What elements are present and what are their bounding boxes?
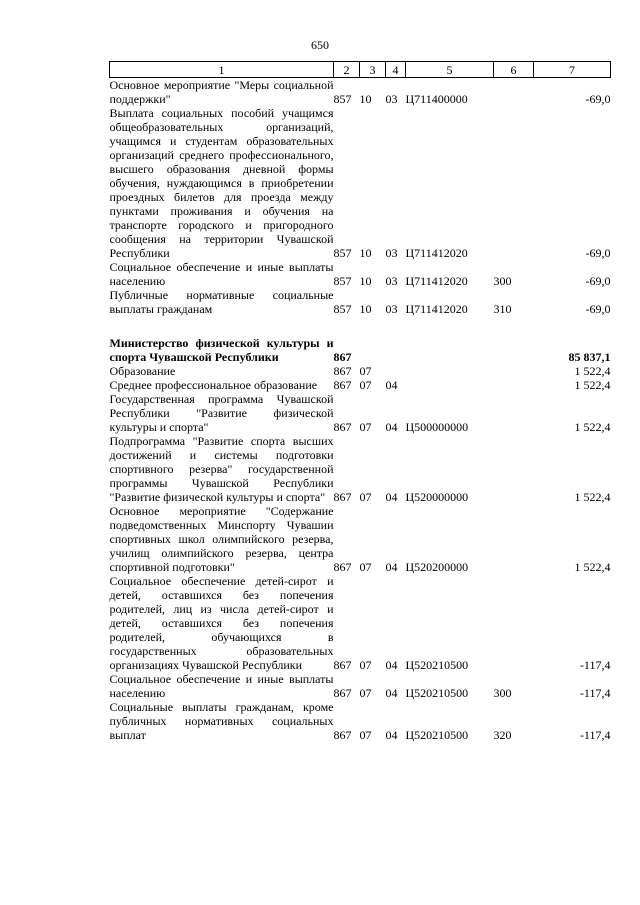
amount-cell: 1 522,4 xyxy=(574,378,611,392)
section-code-cell: 07 xyxy=(359,490,372,504)
row-name-cell: Основное мероприятие "Меры социальной поддержки" xyxy=(109,78,334,106)
expense-type-cell xyxy=(494,434,534,504)
amount-cell: -117,4 xyxy=(579,686,611,700)
table-row xyxy=(110,364,611,378)
ministry-code-cell: 867 xyxy=(333,420,352,434)
column-number-header-row xyxy=(110,62,611,78)
table-row xyxy=(110,288,611,316)
section-code-cell: 07 xyxy=(359,378,372,392)
row-name-cell: Образование xyxy=(109,364,176,378)
subsection-code-cell: 03 xyxy=(385,274,398,288)
row-name-cell: Выплата социальных пособий учащимся общеобразовательных организаций, учащимся и студентам образовательных организаций среднего профессионального, высшего образования дневной формы обучения, нуждающимся в приобретении проездных билетов для проезда между пунктами проживания и обучения на транспорте городского и пригородного сообщения на территории Чувашской Республики xyxy=(109,106,334,260)
subsection-code-cell xyxy=(386,336,406,364)
amount-cell: 85 837,1 xyxy=(568,350,611,364)
amount-cell: -69,0 xyxy=(585,302,611,316)
row-name-cell: Подпрограмма "Развитие спорта высших достижений и системы подготовки спортивного резерва" государственной программы Чувашской Республики "Развитие физической культуры и спорта" xyxy=(109,434,334,504)
expense-type-cell xyxy=(494,504,534,574)
table-row xyxy=(110,336,611,364)
amount-cell: 1 522,4 xyxy=(574,560,611,574)
subsection-code-cell: 04 xyxy=(385,728,398,742)
amount-cell: -69,0 xyxy=(585,246,611,260)
target-article-cell xyxy=(406,364,494,378)
table-row xyxy=(110,700,611,742)
row-name-cell: Основное мероприятие "Содержание подведомственных Минспорту Чувашии спортивных школ олимпийского резерва, училищ олимпийского резерва, центра спортивной подготовки" xyxy=(109,504,334,574)
target-article-cell: Ц711400000 xyxy=(405,92,468,106)
expense-type-cell: 310 xyxy=(493,302,512,316)
column-header: 4 xyxy=(386,62,406,78)
row-name-cell: Социальное обеспечение и иные выплаты населению xyxy=(109,260,334,288)
amount-cell: 1 522,4 xyxy=(574,420,611,434)
subsection-code-cell: 03 xyxy=(385,302,398,316)
expense-type-cell xyxy=(494,106,534,260)
target-article-cell xyxy=(406,378,494,392)
column-header: 2 xyxy=(334,62,360,78)
target-article-cell: Ц711412020 xyxy=(405,246,468,260)
table-body xyxy=(110,78,611,743)
ministry-code-cell: 857 xyxy=(333,302,352,316)
ministry-code-cell: 867 xyxy=(333,658,352,672)
row-name-cell: Среднее профессиональное образование xyxy=(109,378,318,392)
column-header: 5 xyxy=(406,62,494,78)
table-row xyxy=(110,574,611,672)
row-name-cell: Государственная программа Чувашской Республики "Развитие физической культуры и спорта" xyxy=(109,392,334,434)
table-row xyxy=(110,106,611,260)
expense-type-cell: 300 xyxy=(493,274,512,288)
section-code-cell: 07 xyxy=(359,658,372,672)
section-code-cell: 07 xyxy=(359,560,372,574)
ministry-code-cell: 867 xyxy=(333,350,352,364)
expense-type-cell xyxy=(494,574,534,672)
section-code-cell: 10 xyxy=(359,274,372,288)
column-header: 7 xyxy=(534,62,611,78)
spacer-row xyxy=(110,316,611,336)
budget-table xyxy=(109,61,611,742)
section-code-cell: 07 xyxy=(359,728,372,742)
row-name-cell: Социальные выплаты гражданам, кроме публичных нормативных социальных выплат xyxy=(109,700,334,742)
amount-cell: 1 522,4 xyxy=(574,490,611,504)
subsection-code-cell: 04 xyxy=(385,686,398,700)
amount-cell: 1 522,4 xyxy=(574,364,611,378)
section-code-cell: 10 xyxy=(359,246,372,260)
expense-type-cell xyxy=(494,364,534,378)
subsection-code-cell: 04 xyxy=(385,560,398,574)
ministry-code-cell: 867 xyxy=(333,728,352,742)
target-article-cell: Ц520200000 xyxy=(405,560,469,574)
column-header: 3 xyxy=(360,62,386,78)
target-article-cell: Ц711412020 xyxy=(405,274,468,288)
subsection-code-cell: 04 xyxy=(385,420,398,434)
expense-type-cell xyxy=(494,378,534,392)
row-name-cell: Социальное обеспечение детей-сирот и детей, оставшихся без попечения родителей, лиц из числа детей-сирот и детей, оставшихся без попечения родителей, обучающихся в государственных образовательных организациях Чувашской Республики xyxy=(109,574,334,672)
table-row xyxy=(110,672,611,700)
section-code-cell xyxy=(360,336,386,364)
target-article-cell: Ц520210500 xyxy=(405,728,469,742)
amount-cell: -69,0 xyxy=(585,274,611,288)
table-row xyxy=(110,78,611,107)
expense-type-cell xyxy=(494,336,534,364)
expense-type-cell: 300 xyxy=(493,686,512,700)
ministry-code-cell: 867 xyxy=(333,686,352,700)
row-name-cell: Публичные нормативные социальные выплаты гражданам xyxy=(109,288,334,316)
subsection-code-cell: 03 xyxy=(385,92,398,106)
subsection-code-cell: 04 xyxy=(385,378,398,392)
section-code-cell: 07 xyxy=(359,686,372,700)
subsection-code-cell: 04 xyxy=(385,490,398,504)
expense-type-cell xyxy=(494,78,534,107)
column-header: 6 xyxy=(494,62,534,78)
section-code-cell: 10 xyxy=(359,302,372,316)
table-row xyxy=(110,392,611,434)
page-number: 650 xyxy=(311,38,329,52)
target-article-cell: Ц520210500 xyxy=(405,658,469,672)
expense-type-cell: 320 xyxy=(493,728,512,742)
ministry-code-cell: 857 xyxy=(333,246,352,260)
section-code-cell: 10 xyxy=(359,92,372,106)
section-code-cell: 07 xyxy=(359,420,372,434)
amount-cell: -117,4 xyxy=(579,658,611,672)
target-article-cell xyxy=(406,336,494,364)
ministry-code-cell: 867 xyxy=(333,364,352,378)
ministry-code-cell: 867 xyxy=(333,378,352,392)
table-row xyxy=(110,378,611,392)
target-article-cell: Ц711412020 xyxy=(405,302,468,316)
spacer-cell xyxy=(110,316,611,336)
column-header: 1 xyxy=(110,62,334,78)
subsection-code-cell: 03 xyxy=(385,246,398,260)
subsection-code-cell xyxy=(386,364,406,378)
amount-cell: -69,0 xyxy=(585,92,611,106)
ministry-code-cell: 857 xyxy=(333,92,352,106)
table-row xyxy=(110,434,611,504)
table-row xyxy=(110,504,611,574)
target-article-cell: Ц520210500 xyxy=(405,686,469,700)
row-name-cell: Министерство физической культуры и спорта Чувашской Республики xyxy=(109,336,334,364)
ministry-code-cell: 857 xyxy=(333,274,352,288)
table-row xyxy=(110,260,611,288)
subsection-code-cell: 04 xyxy=(385,658,398,672)
ministry-code-cell: 867 xyxy=(333,490,352,504)
section-code-cell: 07 xyxy=(359,364,372,378)
row-name-cell: Социальное обеспечение и иные выплаты населению xyxy=(109,672,334,700)
target-article-cell: Ц500000000 xyxy=(405,420,469,434)
amount-cell: -117,4 xyxy=(579,728,611,742)
expense-type-cell xyxy=(494,392,534,434)
target-article-cell: Ц520000000 xyxy=(405,490,469,504)
ministry-code-cell: 867 xyxy=(333,560,352,574)
